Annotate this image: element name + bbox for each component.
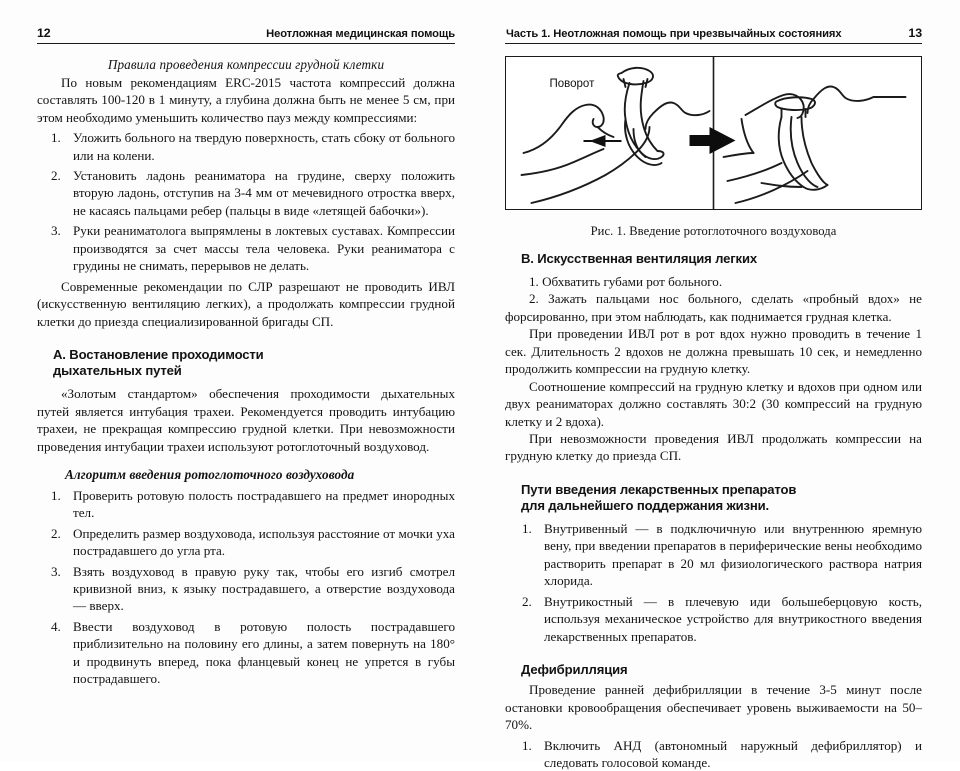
figure-panel-label: Поворот [549,78,595,90]
ventilation-step-1: 1. Обхватить губами рот больного. [529,273,723,289]
oropharyngeal-airway-insertion-diagram [506,57,921,209]
compression-steps-list [37,129,455,275]
left-running-head [37,26,455,44]
heading-a-line-1: А. Востановление проходимости [53,347,264,363]
left-page-number: 12 [37,26,51,40]
airway-paragraph: «Золотым стандартом» обеспечения проходимости дыхательных путей является интубация трахеи. Рекомендуется проводить интубацию трахеи, не прекращая компрессию грудной клетки. При невозможности проведения интубации трахеи используют ротоглоточный воздуховод. [37,386,455,454]
list-item: Руки реаниматолога выпрямлены в локтевых суставах. Компрессии производятся за счет массы тела человека. Руки реаниматора с грудины не снимать, перерывов не делать. [73,223,455,274]
cpr-recommendations-paragraph: Современные рекомендации по СЛР разрешают не проводить ИВЛ (искусственную вентиляцию легких), а продолжать компрессии грудной клетки до приезда специализированной бригады СП. [37,278,455,329]
rotation-arrow-icon [584,135,622,147]
heading-defibrillation: Дефибрилляция [521,662,628,678]
heading-routes-line-2: для дальнейшего поддержания жизни. [521,497,769,513]
left-running-head-title: Неотложная медицинская помощь [266,28,455,40]
ventilation-paragraph-3: При невозможности проведения ИВЛ продолжать компрессии на грудную клетку до приезда СП. [505,431,922,464]
list-item: Уложить больного на твердую поверхность, стать сбоку от больного или на колени. [73,130,455,163]
list-item: Проверить ротовую полость пострадавшего на предмет инородных тел. [73,487,455,521]
heading-b: В. Искусственная вентиляция легких [521,250,757,266]
ventilation-step-2: 2. Зажать пальцами нос больного, сделать «пробный вдох» не форсированно, при этом наблюдать, как поднимается грудная клетка. [505,291,922,324]
airway-algorithm-title: Алгоритм введения ротоглоточного воздуховода [65,467,355,482]
compression-intro-paragraph: По новым рекомендациям ERC-2015 частота компрессий должна составлять 100-120 в 1 минуту, а глубина должна быть не менее 5 см, при этом необходимо уменьшить количество пауз между компрессиями: [37,74,455,125]
list-item: Определить размер воздуховода, используя расстояние от мочки уха пострадавшего до угла рта. [73,525,455,559]
drug-routes-list [505,520,922,645]
defibrillation-paragraph: Проведение ранней дефибрилляции в течение 3-5 минут после остановки кровообращения обеспечивает уровень выживаемости на 50–70%. [505,682,922,733]
right-running-head [505,26,922,44]
list-item: Включить АНД (автономный наружный дефибриллятор) и следовать голосовой команде. [544,737,922,770]
figure-1 [505,56,922,240]
list-item: Внутрикостный — в плечевую иди большеберцовую кость, используя механическое устройство для внутрикостного введения лекарственных препаратов. [544,593,922,644]
right-page-body [505,44,922,771]
list-item: Взять воздуховод в правую руку так, чтобы его изгиб смотрел кривизной вниз, к языку пострадавшего, а отверстие воздуховода — вверх. [73,563,455,614]
right-running-head-title: Часть 1. Неотложная помощь при чрезвычайных состояниях [506,28,842,40]
ventilation-paragraph-1: При проведении ИВЛ рот в рот вдох нужно проводить в течение 1 сек. Длительность 2 вдохов не должна превышать 10 сек, и немедленно продолжить компрессии на грудную клетку. [505,326,922,377]
forward-arrow-icon [690,127,736,154]
right-page [480,0,960,770]
ventilation-paragraph-2: Соотношение компрессий на грудную клетку и вдохов при одном или двух реаниматорах должно составлять 30:2 (30 компрессий на грудную клетку и 2 вдоха). [505,378,922,429]
figure-1-frame [505,56,922,210]
list-item: Установить ладонь реаниматора на грудине, сверху положить вторую ладонь, отступив на 3-4 мм от мечевидного отростка вверх, не касаясь пальцами ребер (пальцы в виде «летящей бабочки»). [73,167,455,218]
heading-routes-line-1: Пути введения лекарственных препаратов [521,481,797,497]
left-page-body [37,44,455,688]
list-item: Внутривенный — в подключичную или внутреннюю яремную вену, при введении препаратов в периферические вены необходимо растворить препарат в 20 мл физиологического раствора натрия хлорида. [544,520,922,589]
airway-algorithm-list [37,487,455,688]
right-page-number: 13 [908,26,922,40]
figure-1-caption: Рис. 1. Введение ротоглоточного воздуховода [590,224,837,238]
compression-rules-title: Правила проведения компрессии грудной клетки [107,57,385,72]
list-item: Ввести воздуховод в ротовую полость пострадавшего приблизительно на половину его длины, а затем повернуть на 180° и продвинуть вперед, пока фланцевый конец не упрется в губы пострадавшего. [73,618,455,687]
left-page [0,0,480,761]
defibrillation-steps-list [505,737,922,771]
heading-a-line-2: дыхательных путей [53,363,182,379]
